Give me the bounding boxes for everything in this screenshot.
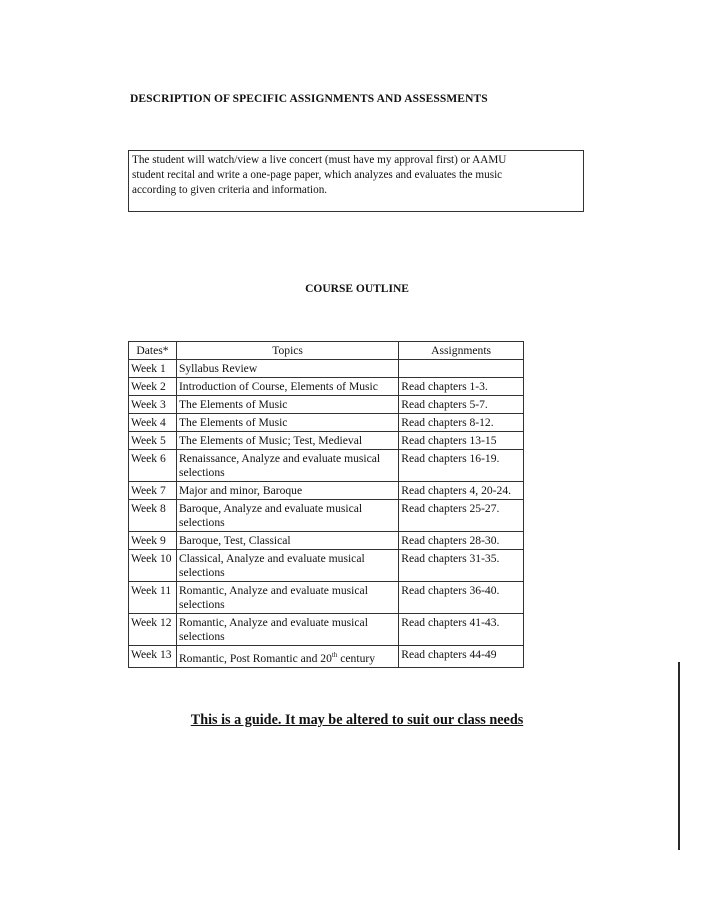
table-row xyxy=(129,378,524,396)
section-heading-course-outline: COURSE OUTLINE xyxy=(305,283,409,295)
assignment-cell: Read chapters 41-43. xyxy=(399,614,524,646)
week-cell: Week 6 xyxy=(129,450,177,482)
table-header-row xyxy=(129,342,524,360)
assignment-cell: Read chapters 16-19. xyxy=(399,450,524,482)
topic-cell xyxy=(176,646,398,668)
assignment-cell: Read chapters 8-12. xyxy=(399,414,524,432)
assignment-cell: Read chapters 36-40. xyxy=(399,582,524,614)
column-header-assignments: Assignments xyxy=(399,342,524,360)
course-outline-table xyxy=(128,341,524,668)
column-header-topics: Topics xyxy=(176,342,398,360)
assignment-cell: Read chapters 4, 20-24. xyxy=(399,482,524,500)
topic-cell: The Elements of Music; Test, Medieval xyxy=(176,432,398,450)
assignment-cell: Read chapters 1-3. xyxy=(399,378,524,396)
assignment-cell: Read chapters 28-30. xyxy=(399,532,524,550)
topic-cell: Baroque, Analyze and evaluate musical selections xyxy=(176,500,398,532)
topic-text: century xyxy=(337,651,376,665)
topic-cell: Renaissance, Analyze and evaluate musical selections xyxy=(176,450,398,482)
topic-cell: Classical, Analyze and evaluate musical selections xyxy=(176,550,398,582)
week-cell: Week 8 xyxy=(129,500,177,532)
topic-cell: The Elements of Music xyxy=(176,414,398,432)
week-cell: Week 5 xyxy=(129,432,177,450)
table-row xyxy=(129,646,524,668)
assignment-cell: Read chapters 44-49 xyxy=(399,646,524,668)
week-cell: Week 7 xyxy=(129,482,177,500)
topic-cell: Introduction of Course, Elements of Music xyxy=(176,378,398,396)
description-line: according to given criteria and information. xyxy=(132,184,328,196)
week-cell: Week 11 xyxy=(129,582,177,614)
week-cell: Week 10 xyxy=(129,550,177,582)
week-cell: Week 2 xyxy=(129,378,177,396)
week-cell: Week 4 xyxy=(129,414,177,432)
section-heading-assignments: DESCRIPTION OF SPECIFIC ASSIGNMENTS AND ASSESSMENTS xyxy=(130,93,488,105)
week-cell: Week 9 xyxy=(129,532,177,550)
table-row xyxy=(129,500,524,532)
table-row xyxy=(129,482,524,500)
week-cell: Week 3 xyxy=(129,396,177,414)
description-line: The student will watch/view a live concert (must have my approval first) or AAMU xyxy=(132,154,507,166)
table-row xyxy=(129,550,524,582)
week-cell: Week 13 xyxy=(129,646,177,668)
topic-cell: Baroque, Test, Classical xyxy=(176,532,398,550)
week-cell: Week 1 xyxy=(129,360,177,378)
topic-cell: Romantic, Analyze and evaluate musical selections xyxy=(176,614,398,646)
table-row xyxy=(129,432,524,450)
column-header-dates: Dates* xyxy=(129,342,177,360)
week-cell: Week 12 xyxy=(129,614,177,646)
assignment-cell: Read chapters 5-7. xyxy=(399,396,524,414)
description-line: student recital and write a one-page paper, which analyzes and evaluates the music xyxy=(132,169,503,181)
table-row xyxy=(129,532,524,550)
topic-cell: Romantic, Analyze and evaluate musical selections xyxy=(176,582,398,614)
table-row xyxy=(129,414,524,432)
table-row xyxy=(129,360,524,378)
topic-text: Romantic, Post Romantic and 20 xyxy=(178,651,332,665)
assignment-cell: Read chapters 13-15 xyxy=(399,432,524,450)
assignment-cell: Read chapters 25-27. xyxy=(399,500,524,532)
assignment-description-box xyxy=(128,150,584,212)
topic-cell: Major and minor, Baroque xyxy=(176,482,398,500)
table-row xyxy=(129,450,524,482)
assignment-cell: Read chapters 31-35. xyxy=(399,550,524,582)
assignment-cell xyxy=(399,360,524,378)
guide-note: This is a guide. It may be altered to suit our class needs xyxy=(190,712,524,728)
margin-rule xyxy=(678,662,680,850)
table-row xyxy=(129,396,524,414)
ordinal-superscript: th xyxy=(331,651,338,659)
table-row xyxy=(129,614,524,646)
topic-cell: Syllabus Review xyxy=(176,360,398,378)
topic-cell: The Elements of Music xyxy=(176,396,398,414)
table-row xyxy=(129,582,524,614)
